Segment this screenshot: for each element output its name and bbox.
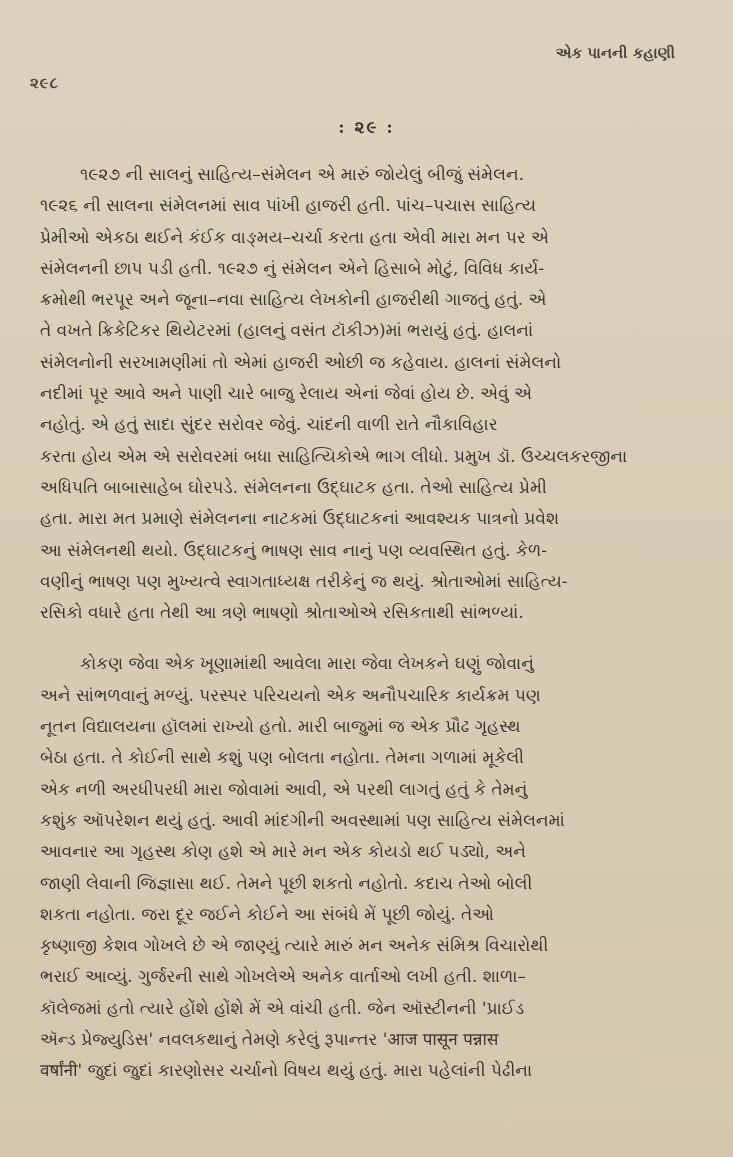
text-line: નહોતું. એ હતું સાદા સુંદર સરોવર જેવું. ચાંદની વાળી રાતે નૌકાવિહાર [40,415,498,436]
text-line: સંમેલનની છાપ પડી હતી. ૧૯૨૭ નું સંમેલન એને હિસાબે મોટું, વિવિધ કાર્ય- [40,258,545,279]
paragraph [40,649,700,1087]
text-line: નદીમાં પૂર આવે અને પાણી ચારે બાજુ રેલાય એનાં જેવાં હોય છે. એવું એ [40,384,533,405]
text-line: બેઠા હતા. તે કોઈની સાથે કશું પણ બોલતા નહોતા. તેમના ગળામાં મૂકેલી [40,748,525,769]
paragraph-gap [40,629,700,649]
text-line: કૉલેજમાં હતો ત્યારે હોંશે હોંશે મેં એ વાંચી હતી. જેન ઑસ્ટીનની 'પ્રાઈડ [40,998,525,1019]
text-line: કરતા હોય એમ એ સરોવરમાં બધા સાહિત્યિકોએ ભાગ લીધો. પ્રમુખ ડૉ. ઉચ્ચલકરજીના [40,446,628,467]
text-line: પ્રેમીઓ એકઠા થઈને કંઈક વાઙ્મય–ચર્ચા કરતા હતા એવી મારા મન પર એ [40,227,549,248]
text-line: હતા. મારા મત પ્રમાણે સંમેલનના નાટકમાં ઉદ્‌ઘાટકનાં આવશ્યક પાત્રનો પ્રવેશ [40,509,560,530]
text-line: સંમેલનોની સરખામણીમાં તો એમાં હાજરી ઓછી જ કહેવાય. હાલનાં સંમેલનો [40,352,562,373]
text-line: ક્રમોથી ભરપૂર અને જૂના–નવા સાહિત્ય લેખકોની હાજરીથી ગાજતું હતું. એ [40,290,547,311]
text-line: શકતા નહોતા. જરા દૂર જઈને કોઈને આ સંબંધે મેં પૂછી જોયું. તેઓ [40,904,494,925]
text-line: કૃષ્ણાજી કેશવ ગોખલે છે એ જાણ્યું ત્યારે મારું મન અનેક સંમિશ્ર વિચારોથી [40,936,549,957]
text-line: ૧૯૨૬ ની સાલના સંમેલનમાં સાવ પાંખી હાજરી હતી. પાંચ–પચાસ સાહિત્ય [40,196,537,217]
chapter-number: : ૨૯ : [338,118,395,138]
text-line: કોકણ જેવા એક ખૂણામાંથી આવેલા મારા જેવા લેખકને ઘણું જોવાનું [80,654,534,675]
text-line: રસિકો વધારે હતા તેથી આ ત્રણે ભાષણો શ્રોતાઓએ રસિકતાથી સાંભળ્યાં. [40,603,524,624]
text-line: ઍન્ડ પ્રેજ્યુડિસ' નવલકથાનું તેમણે કરેલું રૂપાન્તર 'आज पासून पन्नास [40,1030,499,1051]
text-line: ૧૯૨૭ ની સાલનું સાહિત્ય–સંમેલન એ મારું જોયેલું બીજું સંમેલન. [80,165,525,185]
text-line: એક નળી અરધીપરધી મારા જોવામાં આવી, એ પરથી લાગતું હતું કે તેમનું [40,779,528,800]
page-number: ૨૯૮ [30,74,59,92]
text-line: આ સંમેલનથી થયો. ઉદ્‌ઘાટકનું ભાષણ સાવ નાનું પણ વ્યવસ્થિત હતું. કેળ- [40,540,547,561]
text-line: वर्षांनी' જુદાં જુદાં કારણોસર ચર્ચાનો વિષય થયું હતું. મારા પહેલાંની પેઢીના [40,1061,533,1082]
text-line: જાણી લેવાની જિજ્ઞાસા થઈ. તેમને પૂછી શકતો નહોતો. કદાચ તેઓ બોલી [40,873,533,894]
text-line: આવનાર આ ગૃહસ્થ કોણ હશે એ મારે મન એક કોયડો થઈ પડ્યો, અને [40,842,526,863]
text-line: અને સાંભળવાનું મળ્યું. પરસ્પર પરિચયનો એક અનૌપચારિક કાર્યક્રમ પણ [40,685,541,706]
body-text [40,160,700,1088]
running-head: એક પાનની કહાણી [555,44,675,62]
text-line: તે વખતે ક્રિકેટિકર થિયેટરમાં (હાલનું વસંત ટૉકીઝ)માં ભરાયું હતું. હાલનાં [40,321,534,342]
text-line: વણીનું ભાષણ પણ મુખ્યત્વે સ્વાગતાધ્યક્ષ તરીકેનું જ થયું. શ્રોતાઓમાં સાહિત્ય- [40,571,568,592]
paragraph [40,160,700,629]
text-line: અધિપતિ બાબાસાહેબ ઘોરપડે. સંમેલનના ઉદ્‌ઘાટક હતા. તેઓ સાહિત્ય પ્રેમી [40,477,547,498]
text-line: નૂતન વિદ્યાલયના હૉલમાં રાખ્યો હતો. મારી બાજુમાં જ એક પ્રૌઢ ગૃહસ્થ [40,717,521,738]
text-line: કશુંક ઑપરેશન થયું હતું. આવી માંદગીની અવસ્થામાં પણ સાહિત્ય સંમેલનમાં [40,810,565,831]
text-line: ભરાઈ આવ્યું. ગુર્જરની સાથે ગોખલેએ અનેક વાર્તાઓ લખી હતી. શાળા– [40,967,526,988]
